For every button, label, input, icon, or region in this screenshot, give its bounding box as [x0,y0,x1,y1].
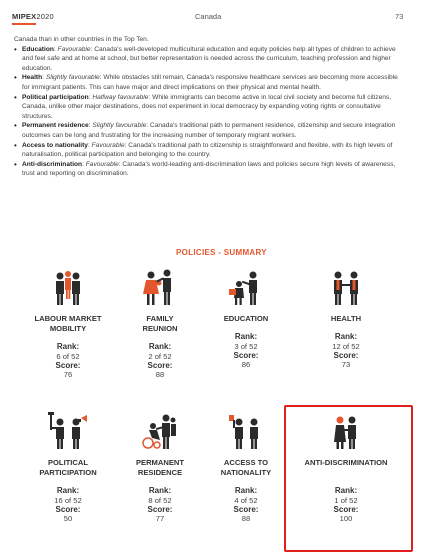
rank-label: Rank: [234,332,258,341]
bullet-text: : While immigrants can become active in local civil society and become full citizens, Canada, unlike other major destinations, does not experiment in local democracy by expanding voting rights or consultative structures. [22,93,392,120]
bullet-term: Permanent residence [22,122,89,130]
score-value: 77 [155,514,165,523]
bullet-term: Health [22,74,43,82]
policy-name-line1: LABOUR MARKET [34,314,102,323]
policy-name [18,314,118,334]
score-value: 100 [339,514,353,523]
rank-label: Rank: [334,332,358,341]
page-number: 73 [395,12,404,21]
policy-name [110,314,210,334]
bullet-permanent-residence: • Permanent residence: Slightly favourable: Canada's traditional path to permanent residence, citizenship and secure integration outcomes can be long and frustrating for the increasing number of temporary migrant workers. [14,121,404,140]
score-label: Score: [333,505,359,514]
policy-card-political-participation [18,412,118,523]
nationality-icon [226,412,266,452]
policy-name-line2: PARTICIPATION [39,468,97,477]
score-label: Score: [147,505,173,514]
score-label: Score: [333,351,359,360]
policy-name-line2: NATIONALITY [220,468,272,477]
summary-title: POLICIES - SUMMARY [176,248,267,257]
bullet-education: • Education: Favourable: Canada's well-developed multicultural education and equity policies help all types of children to achieve and feel safe and at home at school, but better representation is needed across the curriculum, teaching profession and higher education. [14,45,404,74]
bullet-political-participation: • Political participation: Halfway favourable: While immigrants can become active in local civil society and become full citizens, Canada, unlike other major destinations, does not experiment in local democracy by expanding voting rights or consultative structures. [14,93,404,122]
body-text [14,35,404,179]
bullet-term: Political participation [22,93,89,101]
rank-value: 16 of 52 [54,496,82,505]
bullet-grade: Slightly favourable [45,74,100,82]
score-value: 50 [63,514,73,523]
rank-value: 3 of 52 [234,342,258,351]
policy-card-health [296,268,396,369]
rank-label: Rank: [56,342,80,351]
policy-name [196,314,296,324]
score-label: Score: [55,505,81,514]
rank-value: 8 of 52 [148,496,172,505]
score-value: 76 [63,370,73,379]
family-icon [140,268,180,308]
rank-value: 12 of 52 [332,342,360,351]
highlight-box [284,405,413,552]
score-label: Score: [147,361,173,370]
rank-label: Rank: [148,342,172,351]
bullet-text: : Canada's well-developed multicultural education and equity policies help all types of children to achieve and feel safe and at home at school, but better representation is needed across the curriculum, teaching profession and higher education. [22,45,396,72]
score-label: Score: [55,361,81,370]
political-icon [48,412,88,452]
score-label: Score: [233,505,259,514]
policy-name-line2: RESIDENCE [137,468,183,477]
intro-paragraph: Canada than in other countries in the Top Ten. [14,36,149,43]
bullet-text: : Canada's world-leading anti-discrimination laws and policies secure high levels of awareness, trust and reporting on discrimination. [22,160,396,178]
policy-name-line2: REUNION [142,324,178,333]
rank-label: Rank: [334,486,358,495]
rank-label: Rank: [234,486,258,495]
score-value: 73 [341,360,351,369]
policy-name [196,458,296,478]
rank-label: Rank: [56,486,80,495]
bullet-text: : While obstacles still remain, Canada's responsive healthcare services are becoming more accessible for immigrant patients. This can have major and direct implications on their physical and mental health. [22,74,398,91]
workers-icon [48,268,88,308]
bullet-anti-discrimination: • Anti-discrimination: Favourable: Canada's world-leading anti-discrimination laws and policies secure high levels of awareness, trust and reporting on discrimination. [14,160,404,179]
policy-card-labour-market-mobility [18,268,118,379]
brand-name: MIPEX [12,12,37,21]
policy-name [18,458,118,478]
score-value: 86 [241,360,251,369]
page-header [0,0,443,30]
brand-year: 2020 [36,12,54,21]
bullet-text: : Canada's traditional path to citizenship is straightforward and flexible, with its high levels of naturalisation, political participation and belonging to the country. [22,141,393,159]
policy-name-line1: POLITICAL [47,458,89,467]
education-icon [226,268,266,308]
policy-bullet-list [14,45,404,179]
policy-card-access-to-nationality [196,412,296,523]
brand-underline [12,23,36,25]
policy-name-line1: FAMILY [146,314,174,323]
bullet-text: : Canada's traditional path to permanent residence, citizenship and secure integration outcomes can be long and frustrating for the increasing number of temporary migrant workers. [22,122,396,139]
bullet-term: Anti-discrimination [22,160,83,168]
bullet-access-to-nationality: • Access to nationality: Favourable: Canada's traditional path to citizenship is straightforward and flexible, with its high levels of naturalisation, political participation and belonging to the country. [14,141,404,160]
policy-card-education [196,268,296,369]
rank-label: Rank: [148,486,172,495]
rank-value: 6 of 52 [56,352,80,361]
score-value: 88 [241,514,251,523]
rank-value: 4 of 52 [234,496,258,505]
bullet-grade: Favourable [85,160,119,168]
policy-name-line1: ACCESS TO [223,458,269,467]
policy-name-line1: ANTI-DISCRIMINATION [304,458,388,467]
bullet-grade: Favourable [91,141,125,149]
policy-card-family-reunion [110,268,210,379]
score-value: 88 [155,370,165,379]
rank-value: 1 of 52 [334,496,358,505]
health-icon [326,268,366,308]
bullet-grade: Halfway favourable [92,93,149,101]
header-country: Canada [195,12,222,21]
bullet-term: Education [22,45,54,53]
brand [12,12,54,21]
policy-name-line1: HEALTH [330,314,362,323]
policy-name [110,458,210,478]
policy-card-permanent-residence [110,412,210,523]
bullet-grade: Favourable [57,45,91,53]
policy-name-line1: PERMANENT [135,458,185,467]
score-label: Score: [233,351,259,360]
bullet-term: Access to nationality [22,141,88,149]
residence-icon [140,412,180,452]
policy-name-line1: EDUCATION [223,314,269,323]
policy-name-line2: MOBILITY [49,324,87,333]
policy-name [296,314,396,324]
rank-value: 2 of 52 [148,352,172,361]
bullet-grade: Slightly favourable [92,122,147,130]
bullet-health: • Health: Slightly favourable: While obstacles still remain, Canada's responsive healthcare services are becoming more accessible for immigrant patients. This can have major and direct implications on their physical and mental health. [14,73,404,92]
